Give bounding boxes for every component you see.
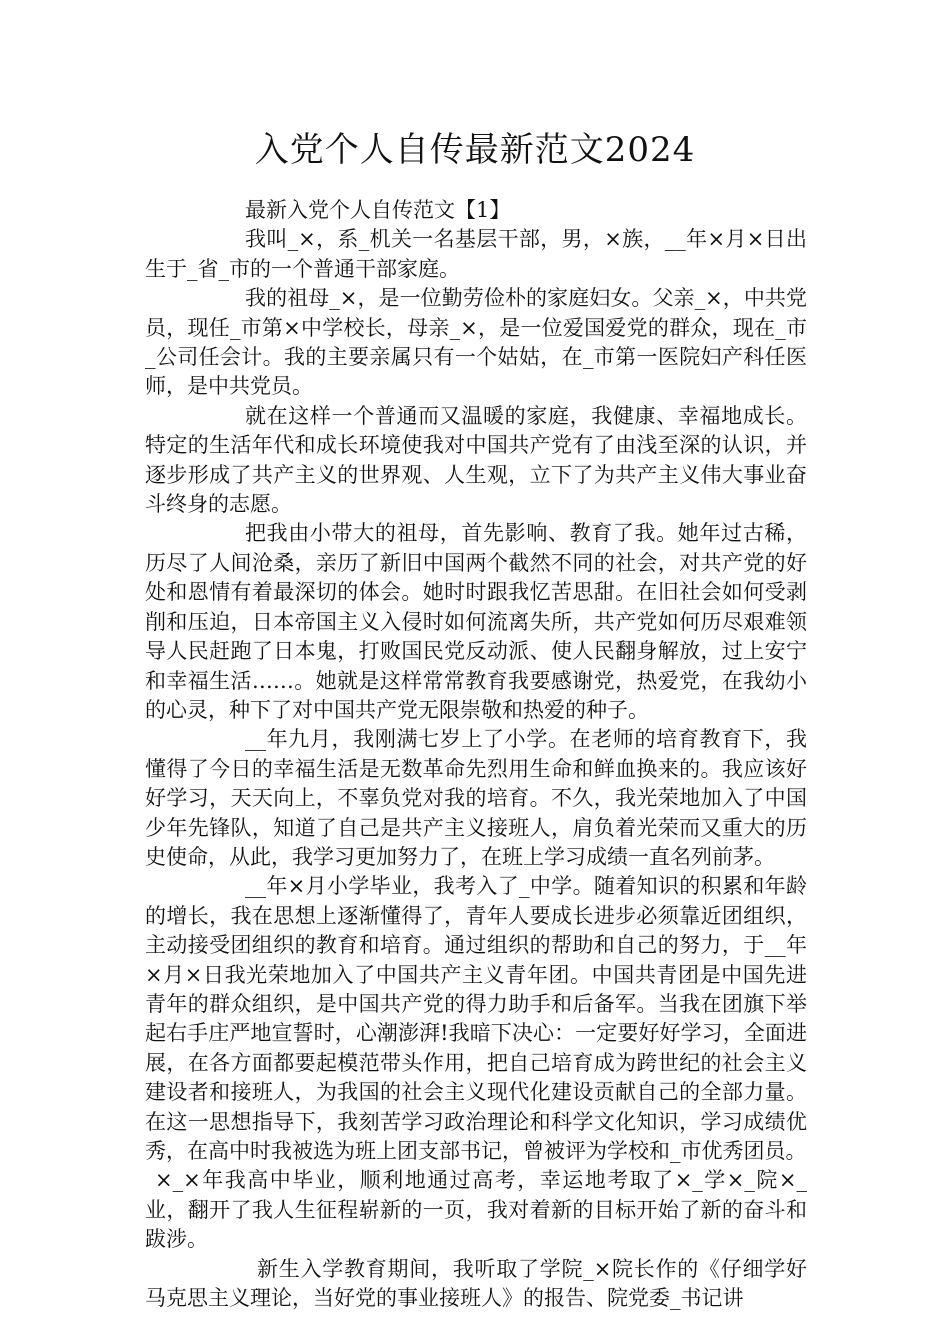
paragraph-1: 我叫_×，系_机关一名基层干部，男，×族，__年×月×日出生于_省_市的一个普通干部家庭。 <box>145 227 807 281</box>
paragraph-4: 把我由小带大的祖母，首先影响、教育了我。她年过古稀，历尽了人间沧桑，亲历了新旧中国两个截然不同的社会，对共产党的好处和恩情有着最深切的体会。她时时跟我忆苦思甜。在旧社会如何受剥削和压迫，日本帝国主义入侵时如何流离失所，共产党如何历尽艰难领导人民赶跑了日本鬼，打败国民党反动派、使人民翻身解放，过上安宁和幸福生活……。她就是这样常常教育我要感谢党，热爱党，在我幼小的心灵，种下了对中国共产党无限崇敬和热爱的种子。 <box>145 521 807 722</box>
document-body <box>145 196 807 1313</box>
paragraph-8: 新生入学教育期间，我听取了学院_×院长作的《仔细学好马克思主义理论，当好党的事业接班人》的报告、院党委_书记讲 <box>145 1256 807 1311</box>
paragraph-7: ×_×年我高中毕业，顺利地通过高考，幸运地考取了×_学×_院×_业，翻开了我人生征程崭新的一页，我对着新的目标开始了新的奋斗和跋涉。 <box>145 1168 807 1252</box>
section-subheading: 最新入党个人自传范文【1】 <box>245 198 511 222</box>
document-title: 入党个人自传最新范文2024 <box>254 130 696 170</box>
paragraph-3: 就在这样一个普通而又温暖的家庭，我健康、幸福地成长。特定的生活年代和成长环境使我对中国共产党有了由浅至深的认识，并逐步形成了共产主义的世界观、人生观，立下了为共产主义伟大事业奋斗终身的志愿。 <box>145 403 807 517</box>
paragraph-6: __年×月小学毕业，我考入了_中学。随着知识的积累和年龄的增长，我在思想上逐渐懂得了，青年人要成长进步必须靠近团组织，主动接受团组织的教育和培育。通过组织的帮助和自己的努力，于__年×月×日我光荣地加入了中国共产主义青年团。中国共青团是中国先进青年的群众组织，是中国共产党的得力助手和后备军。当我在团旗下举起右手庄严地宣誓时，心潮澎湃!我暗下决心：一定要好好学习，全面进展，在各方面都要起模范带头作用，把自己培育成为跨世纪的社会主义建设者和接班人，为我国的社会主义现代化建设贡献自己的全部力量。在这一思想指导下，我刻苦学习政治理论和科学文化知识，学习成绩优秀，在高中时我被选为班上团支部书记，曾被评为学校和_市优秀团员。 <box>145 874 807 1163</box>
paragraph-2: 我的祖母_×，是一位勤劳俭朴的家庭妇女。父亲_×，中共党员，现任_市第×中学校长，母亲_×，是一位爱国爱党的群众，现在_市_公司任会计。我的主要亲属只有一个姑姑，在_市第一医院妇产科任医师，是中共党员。 <box>145 286 807 399</box>
paragraph-5: __年九月，我刚满七岁上了小学。在老师的培育教育下，我懂得了今日的幸福生活是无数革命先烈用生命和鲜血换来的。我应该好好学习，天天向上，不辜负党对我的培育。不久，我光荣地加入了中国少年先锋队，知道了自己是共产主义接班人，肩负着光荣而又重大的历史使命，从此，我学习更加努力了，在班上学习成绩一直名列前茅。 <box>145 727 807 869</box>
